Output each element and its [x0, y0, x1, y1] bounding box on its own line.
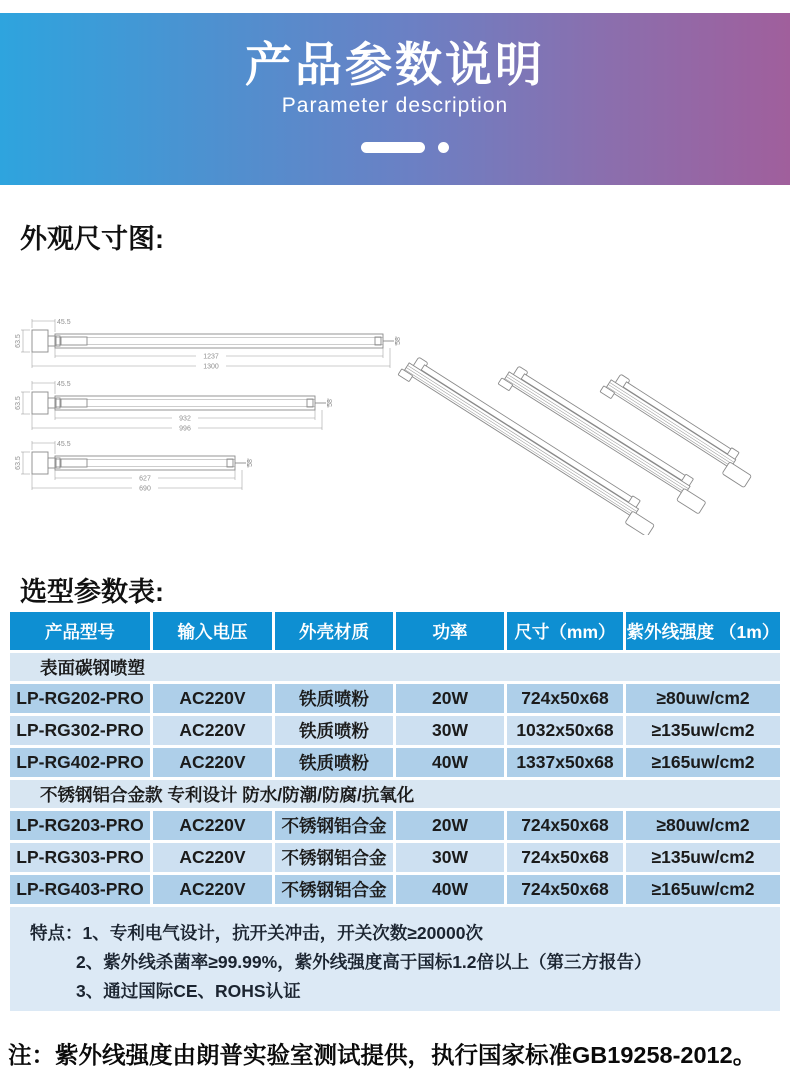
banner	[0, 13, 790, 185]
feature-line-1	[10, 919, 780, 948]
cell-voltage: AC220V	[153, 843, 272, 872]
page-title: 产品参数说明	[245, 38, 545, 91]
col-header-power: 功率	[396, 612, 504, 650]
cell-size: 724x50x68	[507, 875, 623, 904]
dim-label-right-2: 58	[327, 399, 334, 407]
cell-uv: ≥135uw/cm2	[626, 716, 780, 745]
cell-size: 1032x50x68	[507, 716, 623, 745]
feature-line-3: 3、通过国际CE、ROHS认证	[76, 981, 301, 1001]
standard-note: 注：紫外线强度由朗普实验室测试提供，执行国家标准GB19258-2012。	[8, 1042, 757, 1068]
cell-power: 40W	[396, 748, 504, 777]
cell-uv: ≥80uw/cm2	[626, 811, 780, 840]
cell-model: LP-RG402-PRO	[10, 748, 150, 777]
feature-item: 1、专利电气设计，抗开关冲击，开关次数≥20000次	[82, 923, 483, 943]
cell-uv: ≥80uw/cm2	[626, 684, 780, 713]
dim-label-inner-3: 627	[139, 475, 151, 483]
spec-table	[10, 612, 780, 904]
cell-voltage: AC220V	[153, 811, 272, 840]
cell-material: 不锈钢铝合金	[275, 843, 393, 872]
front-view-996	[15, 381, 334, 433]
decoration-bar	[361, 142, 425, 153]
features-box	[10, 907, 780, 1011]
banner-decoration	[10, 142, 790, 153]
dim-label-outer-2: 996	[179, 425, 191, 433]
front-view-1300	[15, 319, 402, 371]
cell-power: 20W	[396, 811, 504, 840]
col-header-voltage: 输入电压	[153, 612, 272, 650]
cell-power: 20W	[396, 684, 504, 713]
cell-material: 不锈钢铝合金	[275, 875, 393, 904]
col-header-size: 尺寸（mm）	[507, 612, 623, 650]
cell-size: 724x50x68	[507, 843, 623, 872]
cell-voltage: AC220V	[153, 875, 272, 904]
cell-power: 30W	[396, 843, 504, 872]
dim-label-left-3: 63.5	[15, 456, 22, 470]
table-heading: 选型参数表:	[20, 577, 164, 607]
dimension-drawings	[0, 300, 790, 535]
cell-size: 724x50x68	[507, 684, 623, 713]
decoration-dot	[438, 142, 449, 153]
dimension-drawings-svg	[0, 300, 790, 535]
dim-label-outer-1: 1300	[203, 363, 219, 371]
dim-label-top-3: 45.5	[57, 441, 71, 448]
dim-label-right-3: 58	[247, 459, 254, 467]
cell-uv: ≥165uw/cm2	[626, 875, 780, 904]
cell-model: LP-RG403-PRO	[10, 875, 150, 904]
cell-power: 30W	[396, 716, 504, 745]
dim-label-top-2: 45.5	[57, 381, 71, 388]
cell-voltage: AC220V	[153, 684, 272, 713]
dim-label-right-1: 58	[395, 337, 402, 345]
group-row-stainless: 不锈钢铝合金款 专利设计 防水/防潮/防腐/抗氧化	[10, 780, 780, 808]
group-row-carbon-steel: 表面碳钢喷塑	[10, 653, 780, 681]
dim-label-left-2: 63.5	[15, 396, 22, 410]
cell-material: 不锈钢铝合金	[275, 811, 393, 840]
features-label: 特点：	[30, 923, 83, 943]
col-header-uv-intensity: 紫外线强度 （1m）	[626, 612, 780, 650]
cell-model: LP-RG303-PRO	[10, 843, 150, 872]
cell-voltage: AC220V	[153, 716, 272, 745]
col-header-model: 产品型号	[10, 612, 150, 650]
cell-material: 铁质喷粉	[275, 684, 393, 713]
features-list	[10, 919, 780, 1006]
dim-label-outer-3: 690	[139, 485, 151, 493]
cell-size: 1337x50x68	[507, 748, 623, 777]
cell-uv: ≥165uw/cm2	[626, 748, 780, 777]
feature-line-2: 2、紫外线杀菌率≥99.99%，紫外线强度高于国标1.2倍以上（第三方报告）	[76, 952, 652, 972]
cell-material: 铁质喷粉	[275, 716, 393, 745]
cell-model: LP-RG202-PRO	[10, 684, 150, 713]
cell-size: 724x50x68	[507, 811, 623, 840]
dim-label-inner-2: 932	[179, 415, 191, 423]
front-view-690	[15, 441, 254, 493]
dim-label-left-1: 63.5	[15, 334, 22, 348]
dim-label-top-1: 45.5	[57, 319, 71, 326]
col-header-material: 外壳材质	[275, 612, 393, 650]
cell-model: LP-RG302-PRO	[10, 716, 150, 745]
page-subtitle: Parameter description	[281, 93, 509, 117]
cell-uv: ≥135uw/cm2	[626, 843, 780, 872]
cell-material: 铁质喷粉	[275, 748, 393, 777]
cell-voltage: AC220V	[153, 748, 272, 777]
isometric-lamp-small	[598, 370, 759, 488]
cell-model: LP-RG203-PRO	[10, 811, 150, 840]
dimensions-heading: 外观尺寸图:	[20, 224, 164, 254]
cell-power: 40W	[396, 875, 504, 904]
dim-label-inner-1: 1237	[203, 353, 219, 361]
